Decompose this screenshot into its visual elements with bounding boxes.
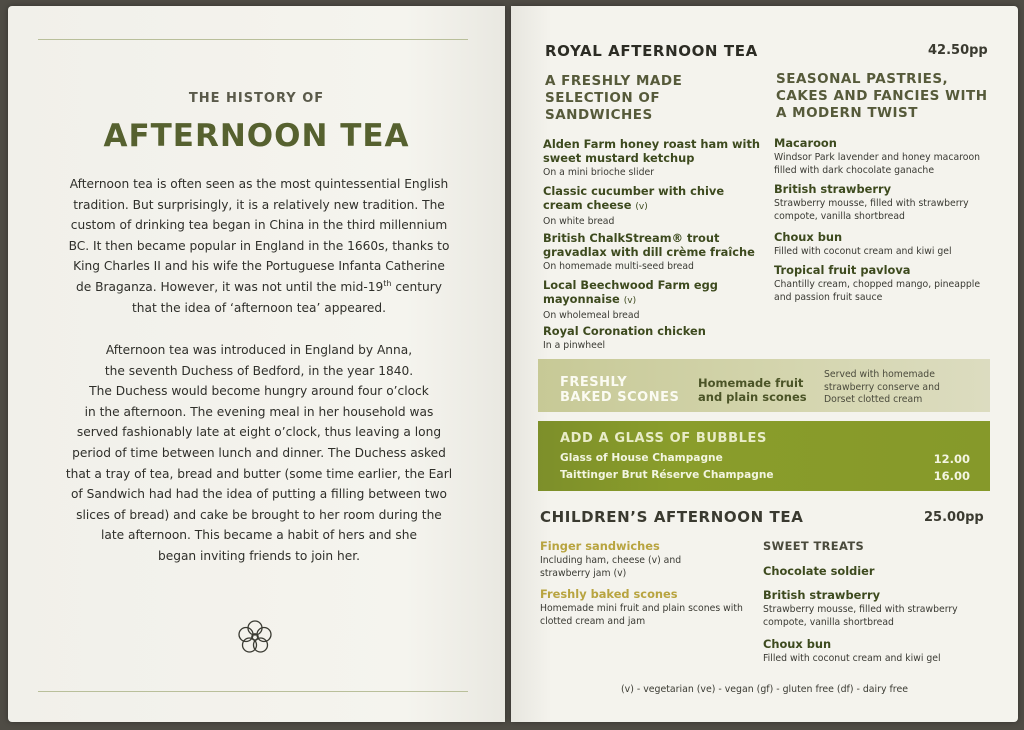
para1-line: King Charles II and his wife the Portuguese Infanta Catherine <box>73 259 445 274</box>
bubbles-title: ADD A GLASS OF BUBBLES <box>560 431 767 446</box>
sandwich-item: Alden Farm honey roast ham with sweet mustard ketchup On a mini brioche slider <box>543 137 761 178</box>
para2-line: Afternoon tea was introduced in England by Anna, <box>105 343 413 357</box>
sandwich-item: Local Beechwood Farm egg mayonnaise (v) On wholemeal bread <box>543 278 718 321</box>
children-item: Finger sandwiches Including ham, cheese (v) and strawberry jam (v) <box>540 539 682 579</box>
sandwich-item: British ChalkStream® trout gravadlax with dill crème fraîche On homemade multi-seed bread <box>543 231 755 272</box>
bubbles-item: Glass of House Champagne 12.00 <box>560 452 970 466</box>
history-title: AFTERNOON TEA <box>103 118 410 154</box>
para2-line: period of time between lunch and dinner. The Duchess asked <box>72 445 446 460</box>
royal-tea-price: 42.50pp <box>928 43 988 58</box>
para1-line: BC. It then became popular in England in the 1660s, thanks to <box>68 238 450 253</box>
pastry-item: British strawberry Strawberry mousse, filled with strawberry compote, vanilla shortbread <box>774 182 969 222</box>
para2-line: began inviting friends to join her. <box>157 548 361 563</box>
scones-description: Homemade fruit and plain scones <box>698 376 807 404</box>
para2-line: in the afternoon. The evening meal in her household was <box>84 404 434 419</box>
para1-line: Afternoon tea is often seen as the most quintessential English <box>69 177 449 191</box>
para2-line: late afternoon. This became a habit of hers and she <box>101 528 417 543</box>
children-item: British strawberry Strawberry mousse, filled with strawberry compote, vanilla shortbread <box>763 588 958 628</box>
para2-line: the seventh Duchess of Bedford, in the year 1840. <box>104 363 414 378</box>
sweet-treats-heading: SWEET TREATS <box>763 539 865 553</box>
top-rule <box>38 39 468 40</box>
pastry-item: Tropical fruit pavlova Chantilly cream, chopped mango, pineapple and passion fruit sauce <box>774 263 981 303</box>
para2-line: served fashionably late at eight o’clock, thus leaving a long <box>76 425 442 440</box>
royal-tea-title: ROYAL AFTERNOON TEA <box>545 42 758 60</box>
pastry-item: Choux bun Filled with coconut cream and kiwi gel <box>774 230 952 257</box>
pastry-item: Macaroon Windsor Park lavender and honey macaroon filled with dark chocolate ganache <box>774 136 981 176</box>
history-paragraph-1 <box>46 174 472 318</box>
para1-line: tradition. But surprisingly, it is a relatively new tradition. The <box>73 197 445 212</box>
children-item: Chocolate soldier <box>763 564 875 578</box>
children-item: Freshly baked scones Homemade mini fruit and plain scones with clotted cream and jam <box>540 587 743 627</box>
para1-line: that the idea of ‘afternoon tea’ appeared. <box>131 300 387 315</box>
pastries-heading: SEASONAL PASTRIES, CAKES AND FANCIES WITH A MODERN TWIST <box>776 71 988 121</box>
history-kicker: THE HISTORY OF <box>188 91 325 106</box>
left-page <box>8 6 505 722</box>
para2-line: of Sandwich had had the idea of putting a filling between two <box>70 487 448 502</box>
para2-line: that a tray of tea, bread and butter (some time earlier, the Earl <box>65 466 453 481</box>
flower-emblem-icon <box>234 616 276 658</box>
bubbles-item: Taittinger Brut Réserve Champagne 16.00 <box>560 469 970 483</box>
para1-line: de Braganza. However, it was not until the mid-19th century <box>76 278 442 294</box>
children-tea-title: CHILDREN’S AFTERNOON TEA <box>540 508 804 526</box>
para1-line: custom of drinking tea began in China in the third millennium <box>70 218 448 233</box>
history-paragraph-2 <box>46 340 472 567</box>
children-item: Choux bun Filled with coconut cream and kiwi gel <box>763 637 941 664</box>
para2-line: The Duchess would become hungry around four o’clock <box>89 384 429 399</box>
children-tea-price: 25.00pp <box>924 510 984 525</box>
scones-served-with: Served with homemade strawberry conserve and Dorset clotted cream <box>824 369 940 405</box>
bubbles-band <box>538 421 990 491</box>
dietary-legend: (v) - vegetarian (ve) - vegan (gf) - gluten free (df) - dairy free <box>620 684 908 695</box>
para2-line: slices of bread) and cake be brought to her room during the <box>76 507 442 522</box>
sandwich-item: Classic cucumber with chive cream cheese (v) On white bread <box>543 184 725 227</box>
scones-title: FRESHLY BAKED SCONES <box>560 375 680 405</box>
scones-band <box>538 359 990 412</box>
sandwich-item: Royal Coronation chicken In a pinwheel <box>543 324 706 351</box>
sandwiches-heading: A FRESHLY MADE SELECTION OF SANDWICHES <box>545 73 683 123</box>
bottom-rule <box>38 691 468 692</box>
